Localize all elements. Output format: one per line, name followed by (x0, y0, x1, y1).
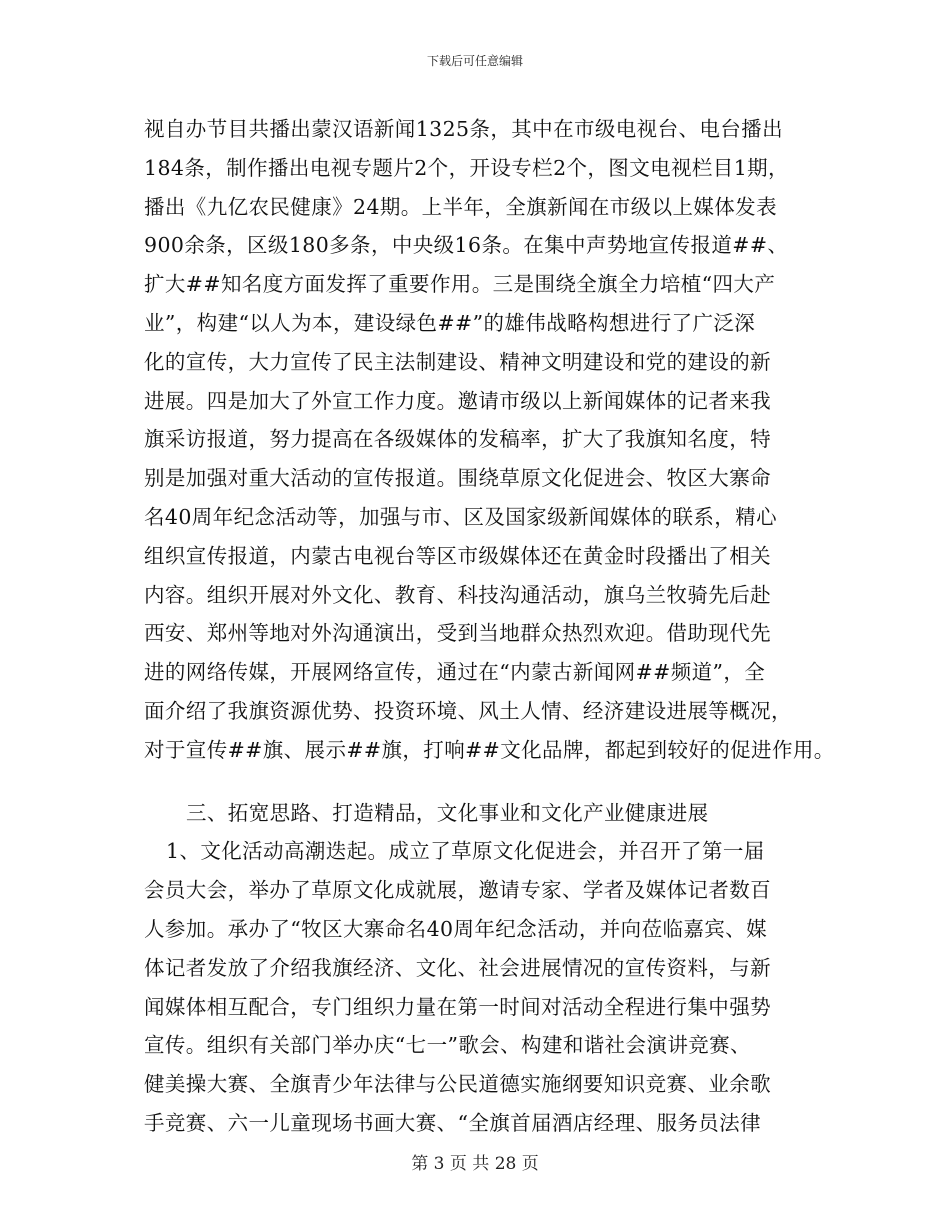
text-line: 组织宣传报道，内蒙古电视台等区市级媒体还在黄金时段播出了相关 (144, 543, 771, 568)
document-body (144, 110, 835, 1143)
text-line: 体记者发放了介绍我旗经济、文化、社会进展情况的宣传资料，与新 (144, 955, 771, 980)
text-line: 人参加。承办了“牧区大寨命名40周年纪念活动，并向莅临嘉宾、媒 (144, 916, 767, 941)
text-line: 手竞赛、六一儿童现场书画大赛、“全旗首届酒店经理、服务员法律 (144, 1110, 761, 1135)
paragraph-media-publicity (144, 110, 835, 770)
section-heading: 三、拓宽思路、打造精品，文化事业和文化产业健康进展 (186, 800, 709, 825)
paragraph-cultural-activities (144, 832, 824, 1142)
text-line: 184条，制作播出电视专题片2个，开设专栏2个，图文电视栏目1期， (144, 155, 789, 180)
text-line: 内容。组织开展对外文化、教育、科技沟通活动，旗乌兰牧骑先后赴 (144, 582, 771, 607)
text-line: 1、文化活动高潮迭起。成立了草原文化促进会，并召开了第一届 (166, 839, 765, 864)
text-line: 对于宣传##旗、展示##旗，打响##文化品牌，都起到较好的促进作用。 (144, 737, 835, 762)
text-line: 会员大会，举办了草原文化成就展，邀请专家、学者及媒体记者数百 (144, 878, 771, 903)
text-line: 900余条，区级180多条，中央级16条。在集中声势地宣传报道##、 (144, 233, 789, 258)
text-line: 旗采访报道，努力提高在各级媒体的发稿率，扩大了我旗知名度，特 (144, 427, 771, 452)
text-line: 面介绍了我旗资源优势、投资环境、风土人情、经济建设进展等概况， (144, 698, 792, 723)
text-line: 扩大##知名度方面发挥了重要作用。三是围绕全旗全力培植“四大产 (144, 272, 776, 297)
page-header-note: 下载后可任意编辑 (426, 54, 523, 68)
text-line: 别是加强对重大活动的宣传报道。围绕草原文化促进会、牧区大寨命 (144, 466, 771, 491)
text-line: 西安、郑州等地对外沟通演出，受到当地群众热烈欢迎。借助现代先 (144, 621, 771, 646)
text-line: 进展。四是加大了外宣工作力度。邀请市级以上新闻媒体的记者来我 (144, 388, 771, 413)
text-line: 播出《九亿农民健康》24期。上半年，全旗新闻在市级以上媒体发表 (144, 194, 777, 219)
paragraph-gap (144, 770, 824, 794)
page-number-footer: 第 3 页 共 28 页 (411, 1154, 539, 1174)
text-line: 进的网络传媒，开展网络宣传，通过在“内蒙古新闻网##频道”，全 (144, 660, 766, 685)
text-line: 视自办节目共播出蒙汉语新闻1325条，其中在市级电视台、电台播出 (144, 117, 783, 141)
text-line: 闻媒体相互配合，专门组织力量在第一时间对活动全程进行集中强势 (144, 994, 771, 1019)
text-line: 健美操大赛、全旗青少年法律与公民道德实施纲要知识竞赛、业余歌 (144, 1072, 771, 1097)
text-line: 化的宣传，大力宣传了民主法制建设、精神文明建设和党的建设的新 (144, 349, 771, 374)
text-line: 宣传。组织有关部门举办庆“七一”歌会、构建和谐社会演讲竞赛、 (144, 1033, 751, 1058)
text-line: 名40周年纪念活动等，加强与市、区及国家级新闻媒体的联系，精心 (144, 504, 777, 529)
text-line: 业”，构建“以人为本，建设绿色##”的雄伟战略构想进行了广泛深 (144, 310, 756, 335)
